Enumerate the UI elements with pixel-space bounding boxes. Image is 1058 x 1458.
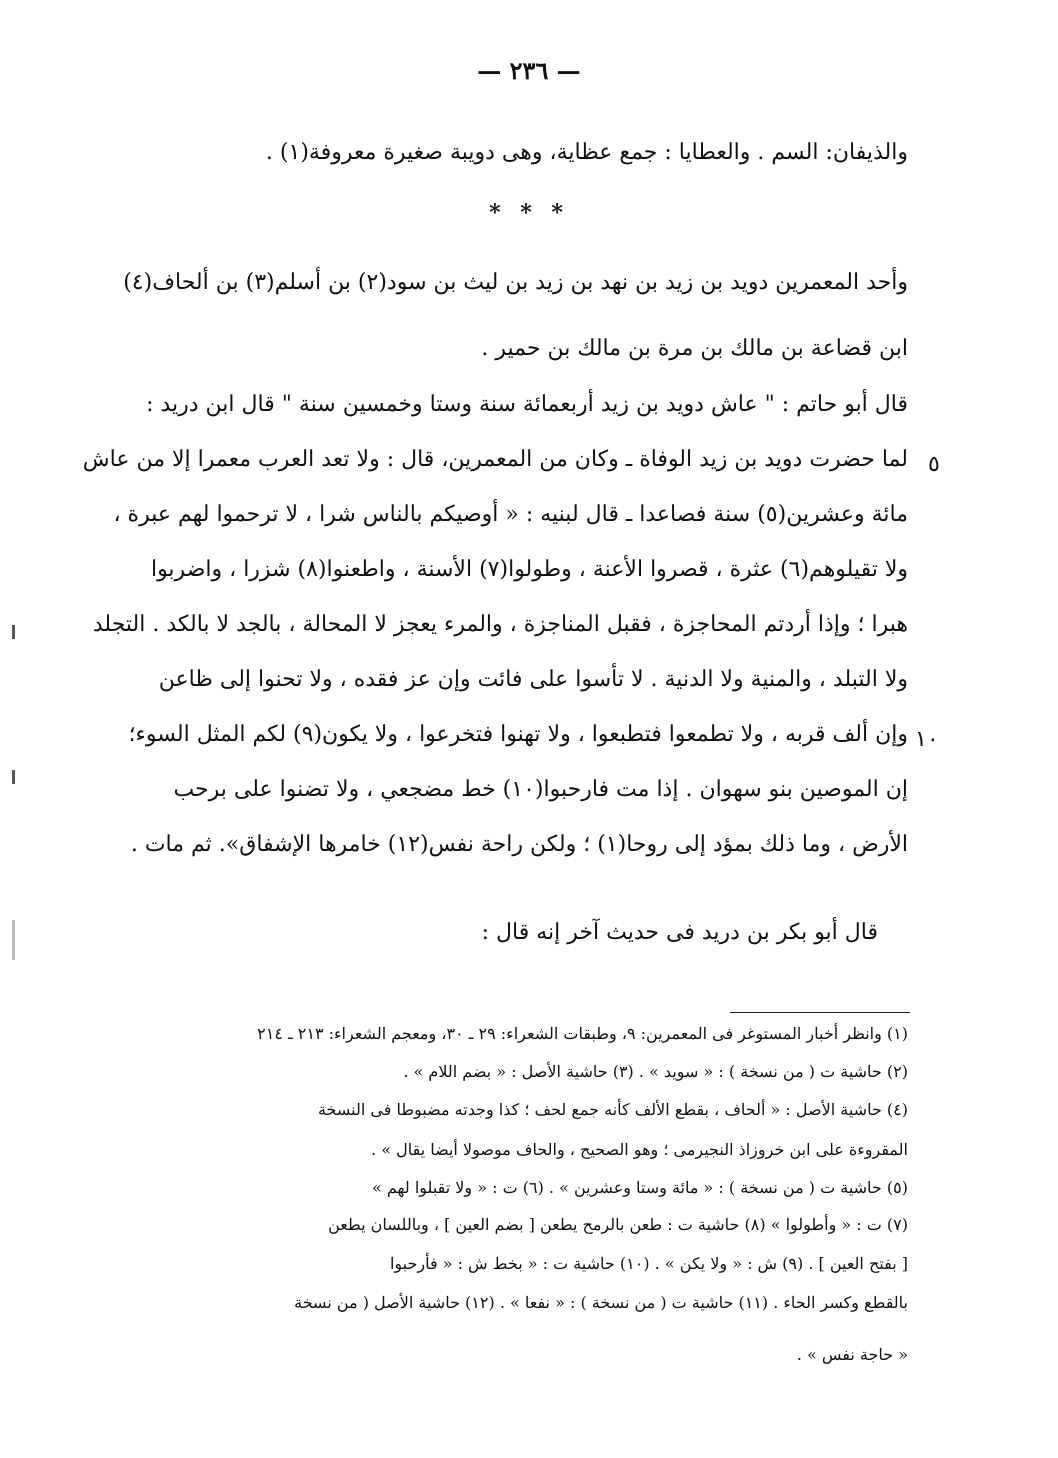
body-line: الأرض ، وما ذلك بمؤد إلى روحا(١) ؛ ولكن راحة نفس(١٢) خامرها الإشفاق». ثم مات . (130, 832, 908, 857)
body-line: لما حضرت دويد بن زيد الوفاة ـ وكان من المعمرين، قال : ولا تعد العرب معمرا إلا من عاش (82, 447, 908, 472)
footnote-line: (١) وانظر أخبار المستوغر فى المعمرين: ٩، وطبقات الشعراء: ٢٩ ـ ٣٠، ومعجم الشعراء: ٢١٣ ـ ٢١٤ (257, 1024, 908, 1043)
body-line: ابن قضاعة بن مالك بن مرة بن مالك بن حمير . (481, 336, 908, 361)
intro-line: والذيفان: السم . والعطايا : جمع عظاية، وهى دويبة صغيرة معروفة(١) . (265, 140, 908, 165)
footnote-line: « حاجة نفس » . (796, 1345, 908, 1364)
footnote-divider (730, 1012, 910, 1013)
section-separator: * * * (489, 200, 569, 226)
footnote-line: المقروءة على ابن خروزاذ النجيرمى ؛ وهو الصحيح ، والحاف موصولا أيضا يقال » . (371, 1140, 908, 1159)
body-line: مائة وعشرين(٥) سنة فصاعدا ـ قال لبنيه : « أوصيكم بالناس شرا ، لا ترحموا لهم عبرة ، (113, 502, 908, 527)
body-line: إن الموصين بنو سهوان . إذا مت فارحبوا(١٠) خط مضجعي ، ولا تضنوا على برحب (173, 777, 908, 802)
footnote-line: بالقطع وكسر الحاء . (١١) حاشية ت ( من نسخة ) : « نفعا » . (١٢) حاشية الأصل ( من نسخة (294, 1293, 908, 1312)
body-line: وأحد المعمرين دويد بن زيد بن نهد بن زيد بن ليث بن سود(٢) بن أسلم(٣) بن ألحاف(٤) (123, 270, 908, 295)
scan-edge-mark (12, 920, 15, 960)
footnote-line: (٥) حاشية ت ( من نسخة ) : « مائة وستا وعشرين » . (٦) ت : « ولا تقبلوا لهم » (371, 1178, 908, 1197)
body-line: وإن ألف قربه ، ولا تطمعوا فتطبعوا ، ولا تهنوا فتخرعوا ، ولا يكون(٩) لكم المثل السوء؛ (128, 722, 908, 747)
scan-edge-mark (12, 770, 15, 784)
footnote-line: (٤) حاشية الأصل : « ألحاف ، بقطع الألف كأنه جمع لحف ؛ كذا وجدته مضبوطا فى النسخة (317, 1100, 908, 1119)
body-line: قال أبو بكر بن دريد فى حديث آخر إنه قال : (481, 920, 878, 945)
footnote-line: (٧) ت : « وأطولوا » (٨) حاشية ت : طعن بالرمح يطعن [ بضم العين ] ، وباللسان يطعن (328, 1215, 908, 1234)
scan-edge-mark (12, 625, 15, 639)
body-line: ولا تقيلوهم(٦) عثرة ، قصروا الأعنة ، وطولوا(٧) الأسنة ، واطعنوا(٨) شزرا ، واضربوا (150, 557, 908, 582)
footnote-line: [ بفتح العين ] . (٩) ش : « ولا يكن » . (١٠) حاشية ت : « بخط ش : « فأرحبوا (389, 1254, 908, 1273)
body-line: قال أبو حاتم : " عاش دويد بن زيد أربعمائة سنة وستا وخمسين سنة " قال ابن دريد : (146, 392, 908, 417)
page-number: — ٢٣٦ — (477, 56, 581, 85)
line-number-margin: ٥ (928, 452, 940, 477)
footnote-line: (٢) حاشية ت ( من نسخة ) : « سويد » . (٣) حاشية الأصل : « بضم اللام » . (403, 1062, 908, 1081)
line-number-margin: ١٠ (915, 727, 939, 752)
body-line: هبرا ؛ وإذا أردتم المحاجزة ، فقبل المناجزة ، والمرء يعجز لا المحالة ، بالجد لا بالكد . التجلد (92, 612, 908, 637)
body-line: ولا التبلد ، والمنية ولا الدنية . لا تأسوا على فائت وإن عز فقده ، ولا تحنوا إلى ظاعن (158, 667, 908, 692)
